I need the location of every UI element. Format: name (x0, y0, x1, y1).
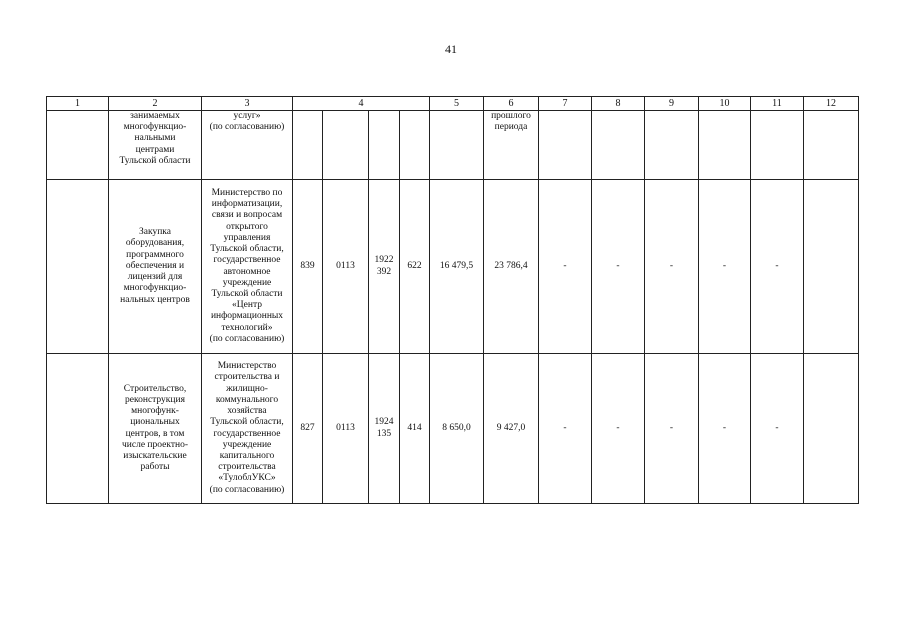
cell-col3: Министерство по информатизации, связи и вопросам открытого управления Тульской области, государственное автономное учреждение Тульской области «Центр информационных технологий» (по согласованию) (202, 180, 293, 354)
table-row (47, 354, 859, 504)
cell-col9: - (645, 354, 699, 504)
header-cell-6: 6 (484, 97, 539, 111)
cell-col4d (400, 111, 430, 180)
cell-col10 (699, 111, 751, 180)
header-cell-8: 8 (592, 97, 645, 111)
page-number: 41 (445, 42, 457, 56)
cell-col4a: 839 (293, 180, 323, 354)
header-cell-9: 9 (645, 97, 699, 111)
cell-col6: 9 427,0 (484, 354, 539, 504)
header-cell-4: 4 (293, 97, 430, 111)
cell-col4d: 414 (400, 354, 430, 504)
cell-col4a: 827 (293, 354, 323, 504)
cell-col7: - (539, 180, 592, 354)
cell-col4b: 0113 (323, 180, 369, 354)
cell-col9 (645, 111, 699, 180)
data-table (46, 96, 859, 504)
cell-col3: Министерство строительства и жилищно- коммунального хозяйства Тульской области, государственное учреждение капитального строительства «ТулоблУКС» (по согласованию) (202, 354, 293, 504)
cell-col3: услуг» (по согласованию) (202, 111, 293, 180)
cell-col11 (751, 111, 804, 180)
cell-col1 (47, 354, 109, 504)
cell-col4c: 1924 135 (369, 354, 400, 504)
header-cell-3: 3 (202, 97, 293, 111)
header-cell-7: 7 (539, 97, 592, 111)
cell-col7 (539, 111, 592, 180)
cell-col4c: 1922 392 (369, 180, 400, 354)
cell-col8: - (592, 180, 645, 354)
cell-col2: Закупка оборудования, программного обеспечения и лицензий для многофункцио- нальных центров (109, 180, 202, 354)
cell-col1 (47, 180, 109, 354)
cell-col2: Строительство, реконструкция многофунк- циональных центров, в том числе проектно- изыскательские работы (109, 354, 202, 504)
cell-col12 (804, 354, 859, 504)
cell-col10: - (699, 354, 751, 504)
cell-col12 (804, 111, 859, 180)
cell-col4c (369, 111, 400, 180)
cell-col4a (293, 111, 323, 180)
cell-col4b: 0113 (323, 354, 369, 504)
table-header-row (47, 97, 859, 111)
cell-col5 (430, 111, 484, 180)
cell-col7: - (539, 354, 592, 504)
header-cell-5: 5 (430, 97, 484, 111)
cell-col8 (592, 111, 645, 180)
cell-col12 (804, 180, 859, 354)
table-row (47, 180, 859, 354)
cell-col11: - (751, 354, 804, 504)
header-cell-11: 11 (751, 97, 804, 111)
table-row (47, 111, 859, 180)
header-cell-10: 10 (699, 97, 751, 111)
cell-col2: занимаемых многофункцио- нальными центрами Тульской области (109, 111, 202, 180)
header-cell-1: 1 (47, 97, 109, 111)
cell-col5: 16 479,5 (430, 180, 484, 354)
cell-col4d: 622 (400, 180, 430, 354)
cell-col10: - (699, 180, 751, 354)
cell-col6: 23 786,4 (484, 180, 539, 354)
header-cell-2: 2 (109, 97, 202, 111)
cell-col9: - (645, 180, 699, 354)
cell-col4b (323, 111, 369, 180)
cell-col5: 8 650,0 (430, 354, 484, 504)
cell-col6: прошлого периода (484, 111, 539, 180)
header-cell-12: 12 (804, 97, 859, 111)
cell-col1 (47, 111, 109, 180)
cell-col11: - (751, 180, 804, 354)
cell-col8: - (592, 354, 645, 504)
